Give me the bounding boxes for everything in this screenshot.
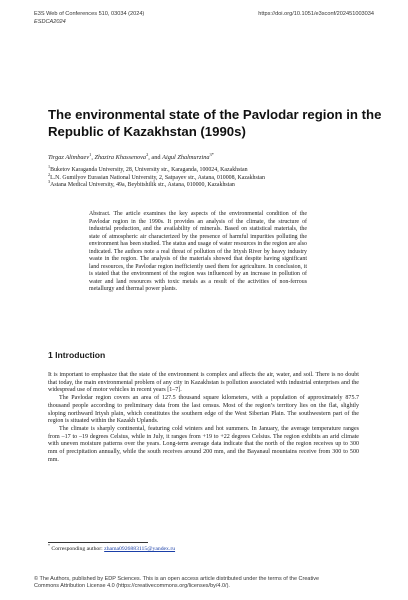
- section-heading: 1 Introduction: [48, 350, 106, 360]
- copyright-notice: [34, 576, 374, 590]
- author-affiliation-mark: 2: [146, 151, 149, 157]
- author-name: Zhazira Khassenova: [94, 154, 147, 161]
- journal-reference: E3S Web of Conferences 510, 03034 (2024): [34, 11, 145, 17]
- section-body: [48, 372, 359, 464]
- copyright-line: © The Authors, published by EDP Sciences. This is an open access article distributed under the terms of the Creative: [34, 576, 320, 582]
- footnote: [48, 543, 176, 553]
- affiliation-mark: 2: [48, 171, 51, 177]
- author-name: Aigul Zhalmurzina: [162, 154, 210, 161]
- paper-title: The environmental state of the Pavlodar region in the Republic of Kazakhstan (1990s): [48, 107, 382, 139]
- body-paragraph: It is important to emphasize that the state of the environment is complex and affects the air, water, and soil. There is no doubt that today, the main environmental problem of any city in Kazakhstan is pollution associated with industrial enterprises and the widespread use of motor vehicles in recent years [1–7].: [48, 372, 359, 394]
- affiliation-text: Astana Medical University, 49a, Beybitshilik str., Astana, 010000, Kazakhstan: [50, 182, 235, 189]
- affiliation-mark: 3: [48, 179, 51, 185]
- footnote-label: Corresponding author:: [49, 546, 105, 552]
- author-separator: , and: [148, 154, 163, 161]
- affiliation-text: L.N. Gumilyov Eurasian National University, 2, Satpayev str., Astana, 010008, Kazakhstan: [50, 174, 265, 181]
- affiliation-text: Buketov Karaganda University, 28, University str., Karaganda, 100024, Kazakhstan: [50, 167, 248, 173]
- author-affiliation-mark: 1: [89, 151, 92, 157]
- author-list: [48, 151, 214, 162]
- body-paragraph: The Pavlodar region covers an area of 127.5 thousand square kilometers, with a population of approximately 875.7 thousand people according to preliminary data from the last census. Most of the region’s territory lies on the flat, slightly sloping northward Irtysh plain, which constitutes the southern edge of the West Siberian Plain. The southwestern part of the region is situated within the Kazakh Uplands.: [48, 395, 359, 425]
- body-paragraph: The climate is sharply continental, featuring cold winters and hot summers. In January, the average temperature ranges from –17 to –19 degrees Celsius, while in July, it ranges from +19 to +22 degrees Celsius. The region exhibits an arid climate with uneven moisture patterns over the years. Long-term average data indicate that the north of the region receives up to 300 mm of precipitation annually, while the south receives around 200 mm, and the Bayanaul mountains receive from 300 to 500 mm.: [48, 425, 359, 463]
- author-name: Tirgaz Alimbaev: [48, 154, 90, 161]
- affiliation-item: [48, 179, 265, 190]
- conference-name: ESDCA2024: [34, 18, 66, 25]
- corresponding-email-link[interactable]: zhama0926883115@yandex.ru: [104, 546, 176, 552]
- affiliation-mark: 1: [48, 164, 51, 170]
- abstract-text: The article examines the key aspects of the environmental condition of the Pavlodar region in the 1990s. It provides an analysis of the climate, the structure of industrial production, and the availability of minerals. Based on statistical materials, the state of atmospheric air characterized by the presence of harmful impurities polluting the environment has been studied. The status and usage of water resources in the region are also indicated. The authors note a real threat of pollution of the Irtysh River by heavy industry waste in the region. The analysis of the materials showed that despite having significant land resources, the Pavlodar region inefficiently used them for agriculture. In conclusion, it is stated that the environment of the region was influenced by an increase in pollution of water and land resources with toxic metals as a result of the activities of non-ferrous metallurgy and thermal power plants.: [89, 211, 307, 293]
- doi-link[interactable]: https://doi.org/10.1051/e3sconf/202451003034: [258, 11, 374, 17]
- footnote-marker: *: [48, 543, 50, 549]
- affiliation-item: [48, 164, 265, 175]
- abstract: [89, 211, 307, 294]
- copyright-line: Commons Attribution License 4.0 (https://creativecommons.org/licenses/by/4.0/).: [34, 583, 230, 590]
- affiliation-list: [48, 164, 265, 190]
- author-separator: ,: [91, 154, 95, 161]
- footnote-divider: [48, 542, 148, 543]
- author-affiliation-mark: 3*: [209, 151, 214, 157]
- abstract-label: Abstract.: [89, 211, 111, 217]
